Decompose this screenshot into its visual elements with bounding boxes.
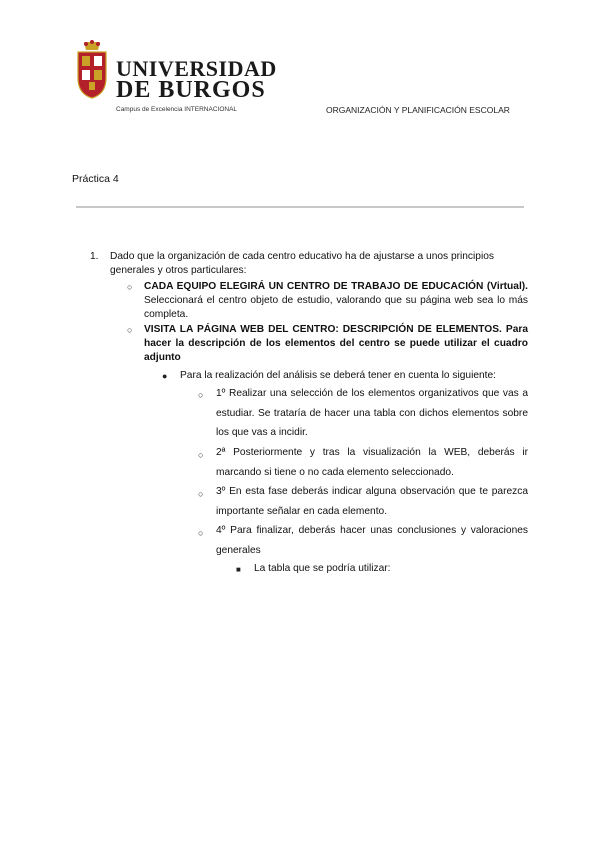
list-number: 1. <box>90 251 99 262</box>
subitem-choose-center <box>144 280 528 322</box>
circle-bullet-icon: ○ <box>198 450 204 460</box>
circle-bullet-icon: ○ <box>198 489 204 499</box>
table-note: La tabla que se podría utilizar: <box>254 563 391 574</box>
practice-label: Práctica 4 <box>72 173 119 185</box>
circle-bullet-icon: ○ <box>198 528 204 538</box>
course-title: ORGANIZACIÓN Y PLANIFICACIÓN ESCOLAR <box>326 105 510 115</box>
subitem-bold-text: CADA EQUIPO ELEGIRÁ UN CENTRO DE TRABAJO DE EDUCACIÓN (Virtual). <box>144 281 528 292</box>
circle-bullet-icon: ○ <box>127 325 133 335</box>
square-bullet-icon: ■ <box>236 565 241 574</box>
horizontal-divider <box>76 206 524 208</box>
step-2: 2ª Posteriormente y tras la visualización la WEB, deberás ir marcando si tiene o no cada elemento seleccionado. <box>216 447 528 478</box>
circle-bullet-icon: ○ <box>198 390 204 400</box>
university-tagline: Campus de Excelencia INTERNACIONAL <box>116 106 238 113</box>
step-3: 3º En esta fase deberás indicar alguna observación que te parezca importante señalar en cada elemento. <box>216 486 528 517</box>
step-4: 4º Para finalizar, deberás hacer unas conclusiones y valoraciones generales <box>216 525 528 556</box>
list-item-text: Dado que la organización de cada centro educativo ha de ajustarse a unos principios generales y otros particulares: <box>110 251 494 276</box>
subitem-text: Seleccionará el centro objeto de estudio, valorando que su página web sea lo más completa. <box>144 295 528 320</box>
step-1: 1º Realizar una selección de los elementos organizativos que vas a estudiar. Se trataría de hacer una tabla con dichos elementos sobre los que vas a incidir. <box>216 388 528 438</box>
filled-bullet-icon: ● <box>162 371 168 381</box>
analysis-intro: Para la realización del análisis se deberá tener en cuenta lo siguiente: <box>180 370 497 381</box>
subitem-visit-web: VISITA LA PÁGINA WEB DEL CENTRO: DESCRIPCIÓN DE ELEMENTOS. Para hacer la descripción de los elementos del centro se puede utilizar el cuadro adjunto <box>144 324 528 363</box>
crest-icon <box>74 38 110 100</box>
university-name: UNIVERSIDAD <box>116 56 277 81</box>
circle-bullet-icon: ○ <box>127 282 133 292</box>
university-name-line2: DE BURGOS <box>116 77 266 103</box>
university-logo <box>74 38 277 118</box>
